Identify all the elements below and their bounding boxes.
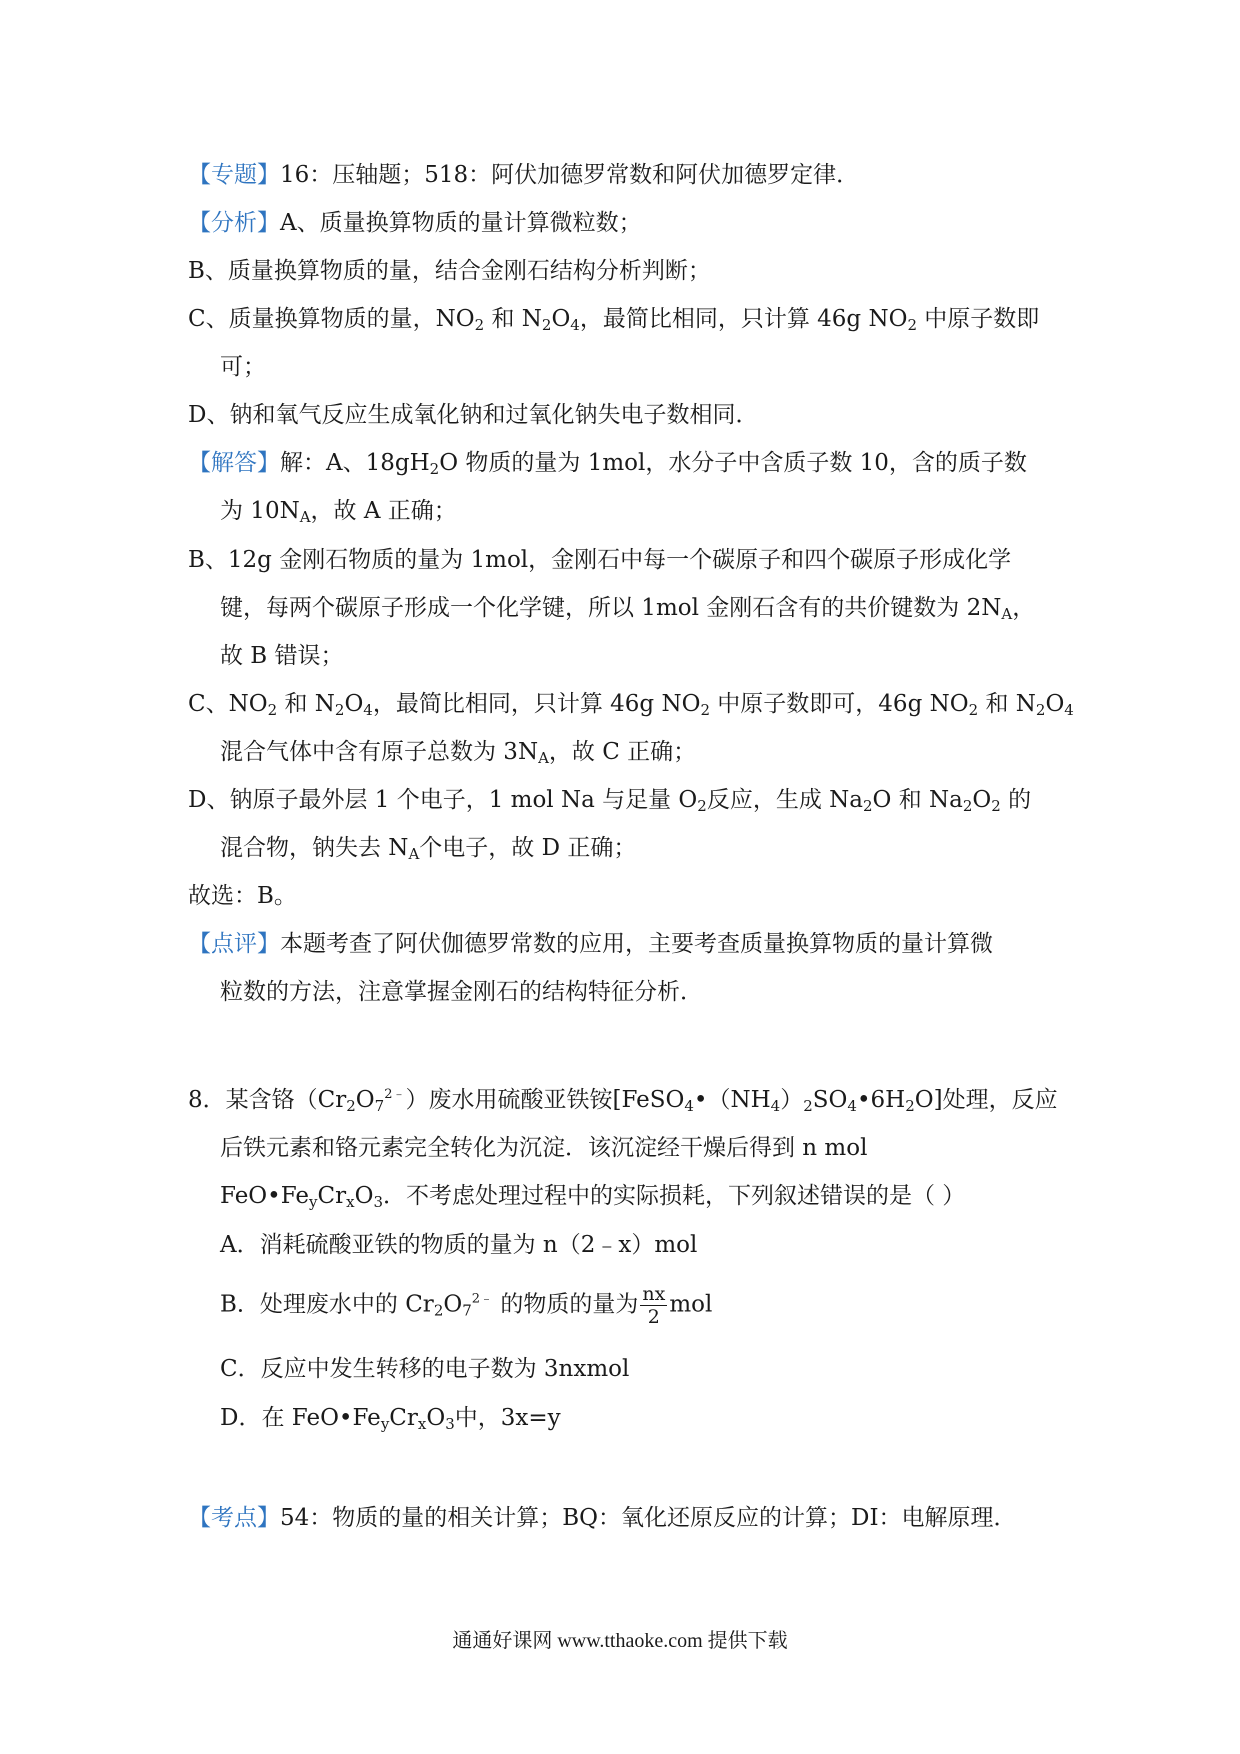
text: FeO•Fe — [220, 1183, 310, 1209]
solution-line-c1: C、$NO_2$ 和 $N_2O_4$，最简比相同，只计算 46g $NO_2$ 中原子数即可，46g $NO_2$ 和 $N_2O_4$ — [188, 691, 1074, 719]
text: 解：A、18gH — [280, 450, 430, 476]
question-8-line-2: 后铁元素和铬元素完全转化为沉淀．该沉淀经干燥后得到 n mol — [220, 1135, 868, 1161]
subscript: 2 — [697, 797, 707, 815]
subscript: 2 — [991, 797, 1001, 815]
topic-line — [188, 160, 859, 190]
fraction-denominator: 2 — [647, 1306, 660, 1328]
text: SO — [812, 1087, 848, 1113]
analysis-line-c2: 可； — [220, 354, 266, 380]
question-8-line-1: 8．某含铬$(Cr_2O_7^{2﹣})$废水用硫酸亚铁铵$[FeSO_4•(NH_4)_2SO_4•6H_2O]$处理，反应 — [188, 1087, 1058, 1115]
text: ） — [780, 1087, 804, 1113]
subscript: A — [1001, 605, 1013, 623]
text: 键，每两个碳原子形成一个化学键，所以 1mol 金刚石含有的共价键数为 2N — [220, 595, 1002, 621]
subscript: 7 — [374, 1097, 385, 1115]
subscript: x — [346, 1193, 355, 1211]
solution-choice: 故选：B。 — [188, 883, 297, 909]
topic-text: 16：压轴题；518：阿伏加德罗常数和阿伏加德罗定律． — [280, 162, 860, 188]
review-tag: 【点评】 — [188, 931, 280, 957]
solution-line-b2 — [220, 593, 1035, 623]
text: 混合气体中含有原子总数为 3N — [220, 739, 539, 765]
text: ，最简比相同，只计算 46g NO — [579, 306, 908, 332]
text: ．不考虑处理过程中的实际损耗，下列叙述错误的是（ ） — [383, 1183, 966, 1209]
text: 混合物，钠失去 N — [220, 835, 409, 861]
subscript: x — [417, 1415, 427, 1433]
text: 和 N — [491, 306, 542, 332]
solution-line-d2 — [220, 833, 636, 863]
solution-line-b1: B、12g 金刚石物质的量为 1mol，金刚石中每一个碳原子和四个碳原子形成化学 — [188, 547, 1012, 573]
subscript: 2 — [474, 316, 485, 334]
subscript: y — [309, 1193, 318, 1211]
option-a: A．消耗硫酸亚铁的物质的量为 n（2﹣x）mol — [220, 1232, 698, 1258]
subscript: 2 — [429, 460, 440, 478]
analysis-line-d: D、钠和氧气反应生成氧化钠和过氧化钠失电子数相同． — [188, 402, 759, 428]
subscript: 2 — [433, 1301, 444, 1320]
solution-line-c2 — [220, 737, 696, 767]
text: 的物质的量为 — [500, 1291, 639, 1318]
kaodian-tag: 【考点】 — [188, 1505, 280, 1531]
text: 中原子数即 — [924, 306, 1040, 332]
solution-line-d1: D、钠原子最外层 1 个电子，1 mol Na 与足量 $O_2$反应，生成 $Na_2O$ 和 $Na_2O_2$ 的 — [188, 787, 1032, 815]
subscript: 2 — [862, 797, 873, 815]
subscript: A — [299, 508, 311, 526]
superscript: 2﹣ — [384, 1087, 406, 1102]
subscript: 4 — [1064, 701, 1074, 719]
text: ，故 C 正确； — [548, 739, 697, 765]
text: 的 — [1008, 787, 1032, 813]
text: 为 10N — [220, 498, 300, 524]
text: D．在 FeO•Fe — [220, 1405, 381, 1431]
subscript: 2 — [905, 1097, 915, 1115]
subscript: 2 — [907, 316, 917, 334]
text: 和 N — [985, 691, 1036, 717]
subscript: 4 — [570, 316, 580, 334]
text: •6H — [856, 1087, 906, 1113]
subscript: 2 — [1035, 701, 1046, 719]
subscript: 4 — [363, 701, 373, 719]
fraction-numerator: nx — [642, 1283, 666, 1305]
page-footer: 通通好课网 www.tthaoke.com 提供下载 — [452, 1630, 788, 1652]
subscript: A — [408, 845, 420, 863]
analysis-line-b: B、质量换算物质的量，结合金刚石结构分析判断； — [188, 258, 711, 284]
analysis-line-a — [188, 208, 642, 238]
text: C、质量换算物质的量，NO — [188, 306, 475, 332]
subscript: 2 — [700, 701, 710, 719]
text: •（NH — [693, 1087, 771, 1113]
subscript: 4 — [847, 1097, 857, 1115]
solution-line-a2 — [220, 496, 457, 526]
text: B．处理废水中的 Cr — [220, 1291, 434, 1318]
text: 8．某含铬（Cr — [188, 1087, 347, 1113]
subscript: 2 — [962, 797, 973, 815]
text: C、NO — [188, 691, 268, 717]
subscript: 3 — [445, 1415, 455, 1433]
analysis-text: A、质量换算物质的量计算微粒数； — [280, 210, 642, 236]
text: 中原子数即可，46g NO — [717, 691, 969, 717]
review-line-2: 粒数的方法，注意掌握金刚石的结构特征分析． — [220, 979, 703, 1005]
text: 反应，生成 Na — [706, 787, 863, 813]
text: Cr — [317, 1183, 347, 1209]
subscript: 4 — [770, 1097, 781, 1115]
analysis-line-c: C、质量换算物质的量，$NO_2$ 和 $N_2O_4$，最简比相同，只计算 46g $NO_2$ 中原子数即 — [188, 306, 1040, 334]
kaodian-text: 54：物质的量的相关计算；BQ：氧化还原反应的计算；DI：电解原理． — [280, 1505, 1017, 1531]
text: 本题考查了阿伏伽德罗常数的应用，主要考查质量换算物质的量计算微 — [280, 931, 993, 957]
text: D、钠原子最外层 1 个电子，1 mol Na 与足量 O — [188, 787, 698, 813]
subscript: 2 — [334, 701, 345, 719]
subscript: 3 — [373, 1193, 383, 1211]
solution-line-a1 — [188, 448, 1027, 478]
text: 个电子，故 D 正确； — [419, 835, 637, 861]
subscript: 7 — [462, 1301, 472, 1320]
text: ，最简比相同，只计算 46g NO — [372, 691, 701, 717]
text: 中，3x=y — [454, 1405, 561, 1431]
text: O — [426, 1405, 446, 1431]
solution-line-b3: 故 B 错误； — [220, 643, 344, 669]
subscript: 2 — [346, 1097, 356, 1115]
review-line-1 — [188, 929, 993, 959]
option-b: B．处理废水中的 $Cr_2O_7^{2﹣}$ 的物质的量为 $\frac{nx}{2}$ mol — [220, 1283, 713, 1328]
subscript: 4 — [684, 1097, 694, 1115]
solution-tag: 【解答】 — [188, 450, 280, 476]
text: Cr — [389, 1405, 418, 1431]
text: mol — [669, 1291, 713, 1318]
kaodian-line — [188, 1503, 1017, 1533]
text: 和 N — [284, 691, 335, 717]
text: ，故 A 正确； — [310, 498, 457, 524]
subscript: 2 — [541, 316, 552, 334]
subscript: 2 — [267, 701, 278, 719]
topic-tag: 【专题】 — [188, 162, 280, 188]
subscript: 2 — [968, 701, 979, 719]
text: ）废水用硫酸亚铁铵[FeSO — [405, 1087, 685, 1113]
text: O 和 Na — [872, 787, 963, 813]
text: ， — [1012, 595, 1036, 621]
subscript: y — [380, 1415, 390, 1433]
option-c: C．反应中发生转移的电子数为 3nxmol — [220, 1356, 630, 1382]
text: O 物质的量为 1mol，水分子中含质子数 10，含的质子数 — [439, 450, 1027, 476]
subscript: A — [538, 749, 549, 767]
analysis-tag: 【分析】 — [188, 210, 280, 236]
fraction — [640, 1283, 667, 1328]
superscript: 2﹣ — [471, 1291, 494, 1307]
text: O]处理，反应 — [914, 1087, 1058, 1113]
option-d — [220, 1403, 561, 1433]
subscript: 2 — [803, 1097, 813, 1115]
question-8-line-3 — [220, 1181, 965, 1211]
text: O — [354, 1183, 374, 1209]
